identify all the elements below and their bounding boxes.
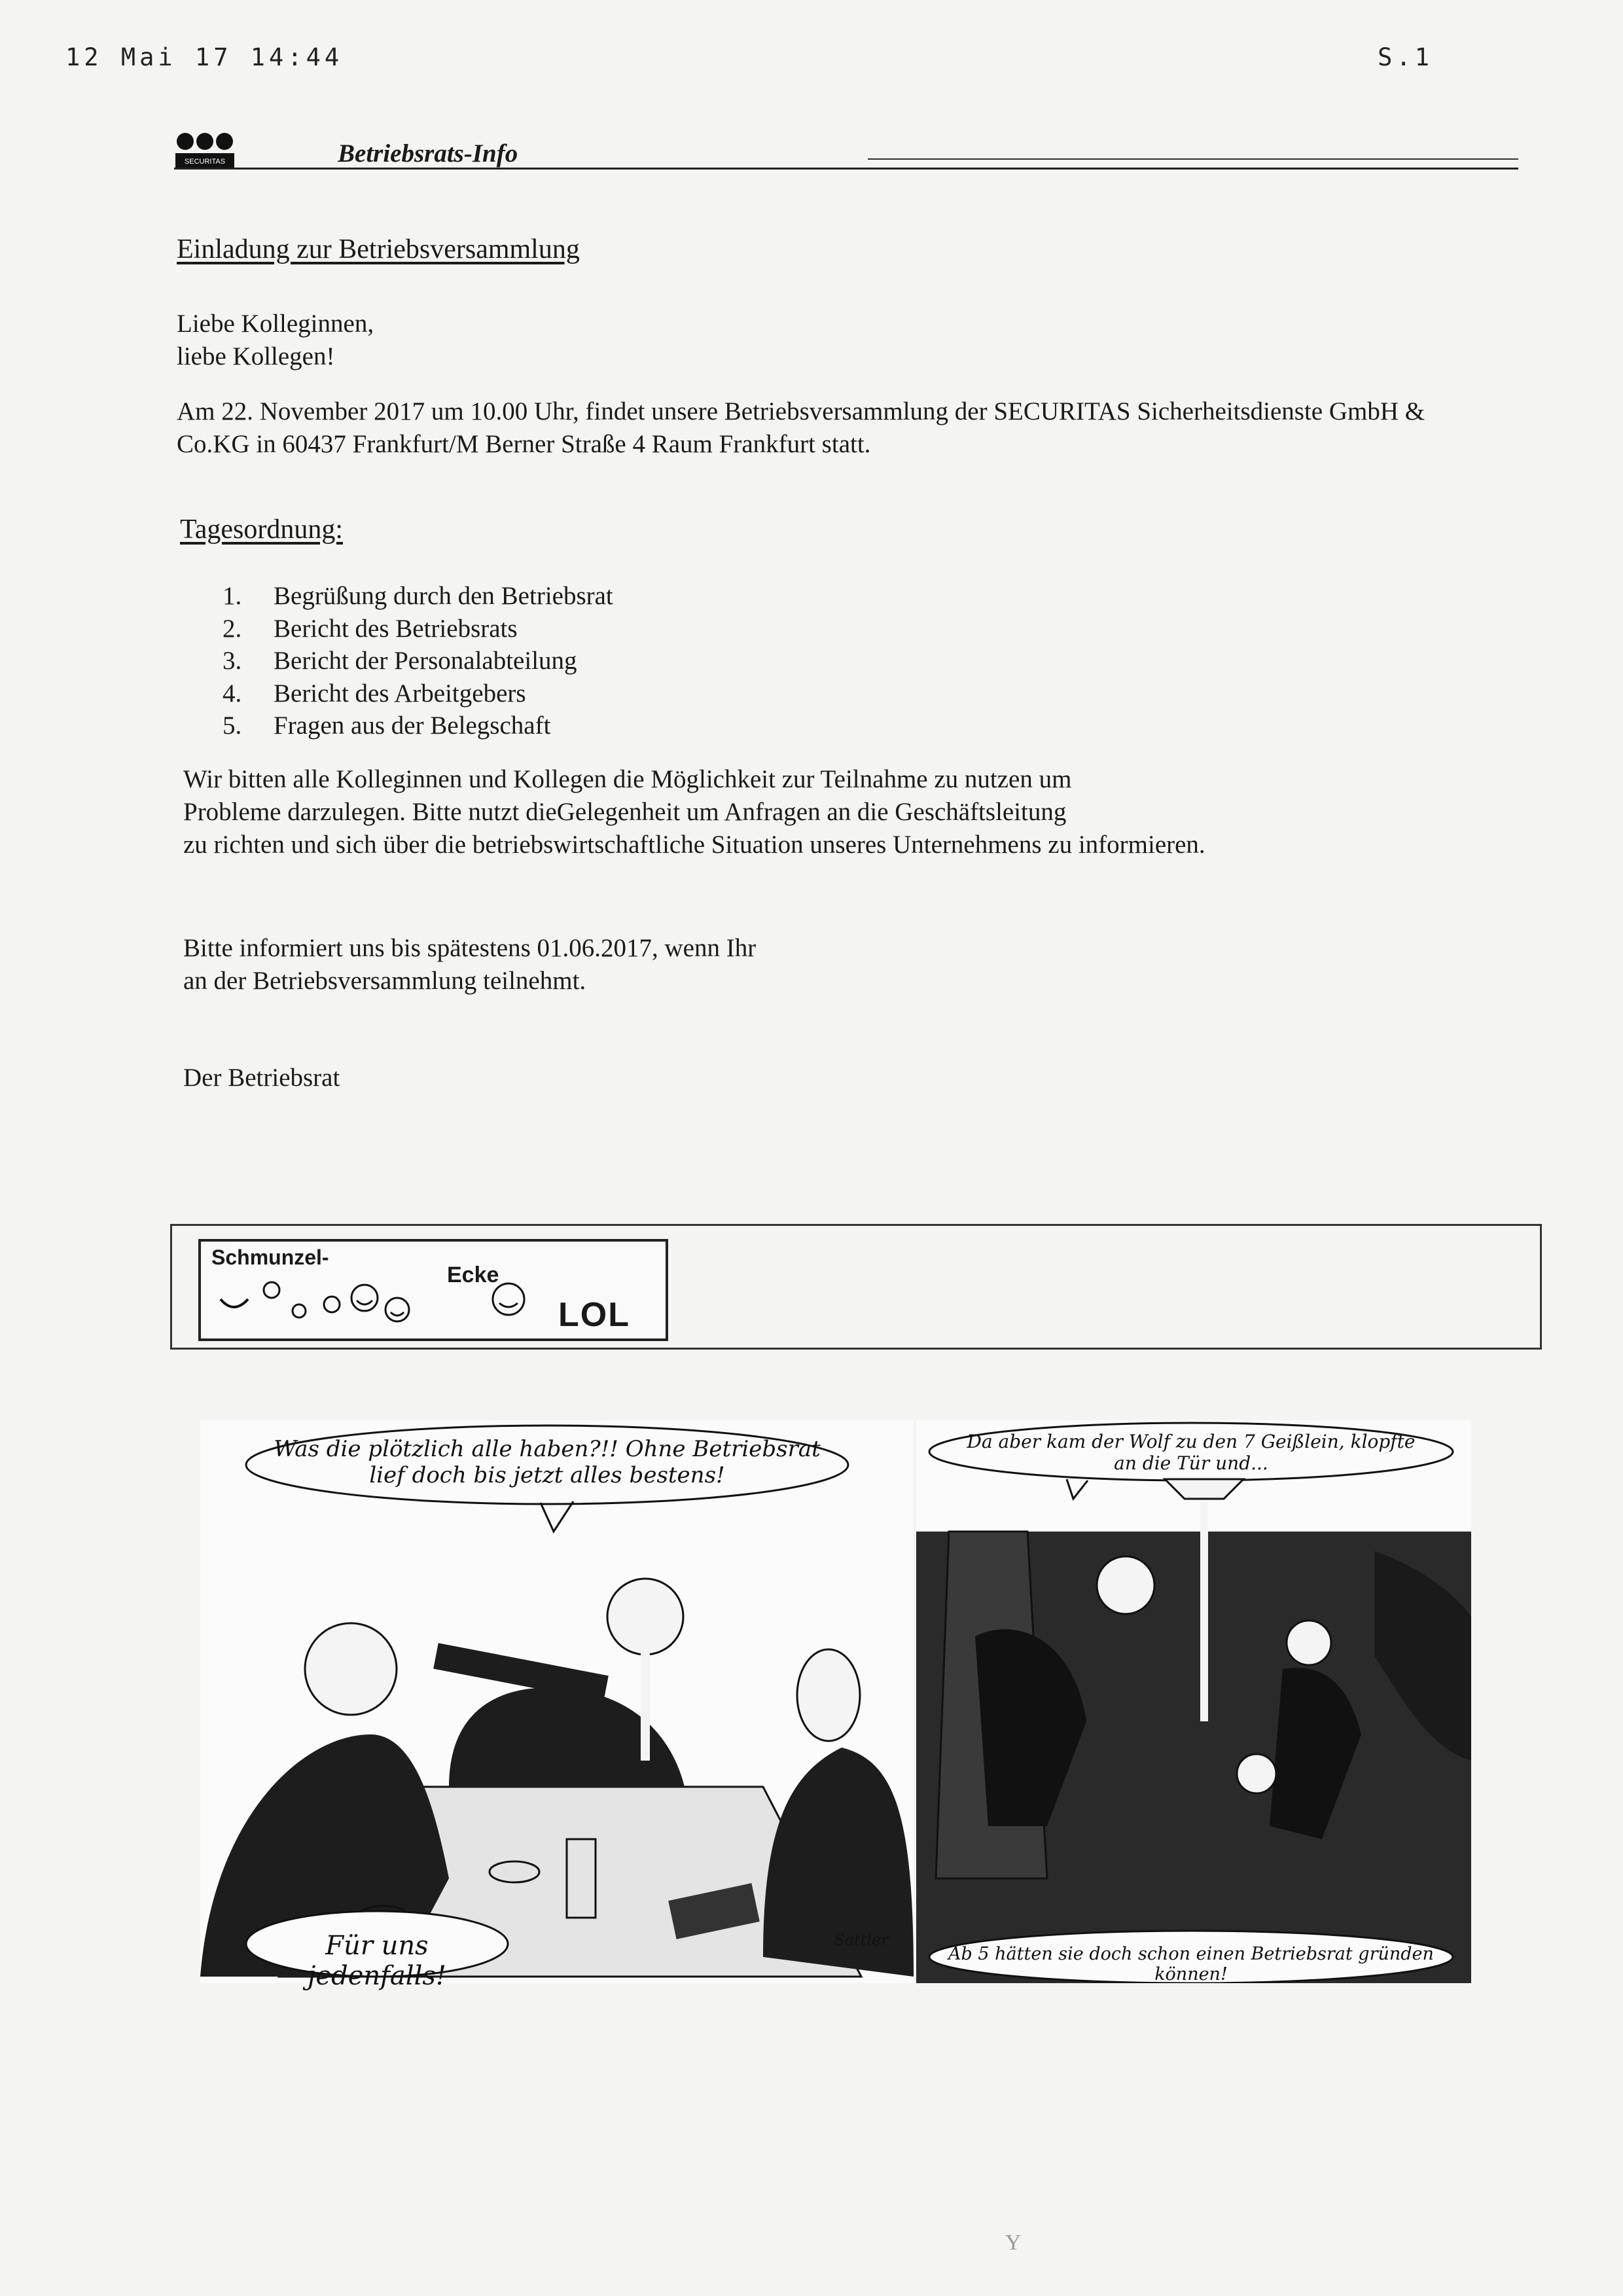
cartoon-right-speech-bottom: Ab 5 hätten sie doch schon einen Betriebsrat gründen können! <box>948 1944 1434 1984</box>
agenda-item-text: Begrüßung durch den Betriebsrat <box>274 582 613 610</box>
paragraph-line: Wir bitten alle Kolleginnen und Kollegen die Möglichkeit zur Teilnahme zu nutzen um <box>183 765 1072 793</box>
lol-label: LOL <box>558 1296 630 1334</box>
agenda-item-text: Bericht des Arbeitgebers <box>274 679 526 708</box>
fax-header <box>65 43 1433 71</box>
speech-line: Da aber kam der Wolf zu den 7 Geißlein, klopfte <box>967 1431 1416 1452</box>
securitas-logo <box>174 131 236 169</box>
speech-line: Was die plötzlich alle haben?!! Ohne Betriebsrat <box>274 1436 821 1462</box>
logo-text: SECURITAS <box>184 158 226 166</box>
agenda-item <box>223 580 613 613</box>
rsvp-line: an der Betriebsversammlung teilnehmt. <box>183 967 586 995</box>
letterhead-rule-upper <box>868 158 1518 160</box>
agenda-item-number: 5. <box>223 711 242 740</box>
humor-corner-box <box>170 1224 1542 1350</box>
cartoon-left-speech-bottom: Für uns jedenfalls! <box>308 1931 446 1991</box>
letterhead-rule <box>174 168 1518 170</box>
rsvp-paragraph <box>183 932 756 997</box>
agenda-title: Tagesordnung: <box>180 514 344 545</box>
salutation <box>177 308 374 373</box>
humor-corner-badge <box>198 1239 668 1341</box>
speech-line: lief doch bis jetzt alles bestens! <box>369 1462 725 1488</box>
cartoon-left-speech-top <box>259 1436 835 1488</box>
rsvp-line: Bitte informiert uns bis spätestens 01.06.2017, wenn Ihr <box>183 934 757 962</box>
agenda-item-number: 2. <box>223 614 242 643</box>
agenda-list <box>223 580 613 742</box>
smiley-faces-icon <box>201 1242 554 1338</box>
letterhead <box>174 131 1518 170</box>
cartoon-left-drawing <box>200 1420 914 1983</box>
agenda-item-text: Bericht der Personalabteilung <box>274 647 577 675</box>
badge-label-left: Schmunzel- <box>211 1246 329 1269</box>
signoff: Der Betriebsrat <box>183 1064 340 1092</box>
agenda-item <box>223 645 613 677</box>
scan-footer-mark: Y <box>1005 2231 1022 2255</box>
agenda-item <box>223 709 613 742</box>
agenda-item-text: Fragen aus der Belegschaft <box>274 711 551 740</box>
intro-paragraph: Am 22. November 2017 um 10.00 Uhr, findet unsere Betriebsversammlung der SECURITAS Sicherheitsdienste GmbH & Co.KG in 60437 Frankfurt/M Berner Straße 4 Raum Frankfurt statt. <box>177 397 1425 458</box>
paragraph-line: zu richten und sich über die betriebswirtschaftliche Situation unseres Unternehmens zu informieren. <box>183 831 1205 859</box>
salutation-line-2: liebe Kollegen! <box>177 342 335 370</box>
agenda-item <box>223 677 613 710</box>
letter-heading: Einladung zur Betriebsversammlung <box>177 234 580 264</box>
agenda-item-number: 4. <box>223 679 242 708</box>
letterhead-title: Betriebsrats-Info <box>338 139 518 168</box>
agenda-item <box>223 613 613 645</box>
fax-timestamp: 12 Mai 17 14:44 <box>65 43 344 71</box>
speech-line: an die Tür und... <box>1114 1452 1268 1474</box>
cartoon-signature: Sattler <box>834 1931 889 1949</box>
fax-page-number: S.1 <box>1378 43 1433 71</box>
salutation-line-1: Liebe Kolleginnen, <box>177 310 374 338</box>
agenda-item-number: 3. <box>223 647 242 675</box>
cartoon-right-speech-top <box>942 1431 1440 1474</box>
participation-paragraph <box>183 763 1427 861</box>
agenda-item-number: 1. <box>223 582 242 610</box>
agenda-item-text: Bericht des Betriebsrats <box>274 614 518 643</box>
cartoon-right <box>916 1420 1471 1983</box>
cartoon-left <box>200 1420 914 1991</box>
badge-label-right: Ecke <box>447 1263 499 1287</box>
cartoon-right-drawing <box>916 1420 1471 1983</box>
paragraph-line: Probleme darzulegen. Bitte nutzt dieGelegenheit um Anfragen an die Geschäftsleitung <box>183 798 1067 826</box>
